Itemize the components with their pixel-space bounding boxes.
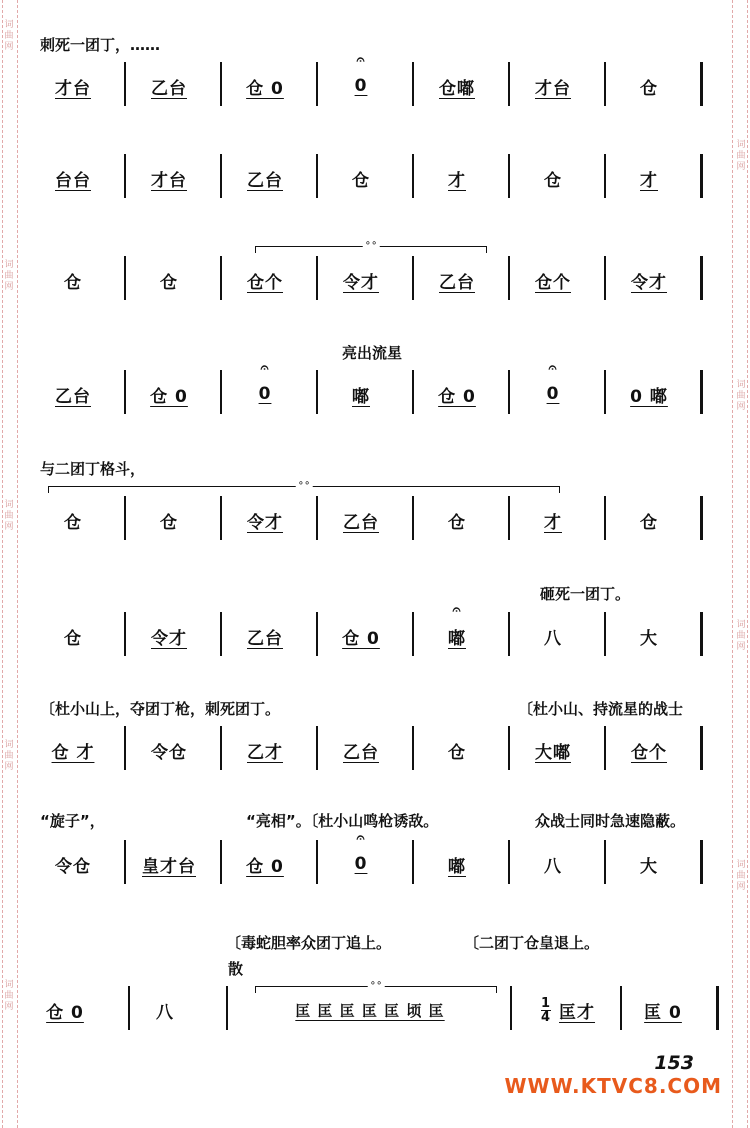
beat-text: 仓嘟	[439, 78, 475, 99]
stage-note: 砸死一团丁。	[540, 585, 631, 603]
fermata-mark: 𝄐	[356, 52, 366, 68]
fermata-mark: 𝄐	[452, 602, 462, 618]
beat-cell	[126, 500, 212, 540]
fermata-mark: 𝄐	[548, 360, 558, 376]
loop-mark: ∘∘	[297, 478, 311, 489]
beat-cell	[318, 374, 404, 414]
beat-cell	[606, 66, 692, 106]
beat-cell: 仓 0	[46, 1002, 84, 1023]
beat-text: 才台	[151, 170, 187, 191]
beat-cell	[222, 844, 308, 884]
beat-text: 大	[640, 628, 658, 649]
beat-text: 仓个	[247, 272, 283, 293]
beat-cell	[30, 500, 116, 540]
beat-text: 仓 0	[150, 386, 188, 407]
bar-line-end	[700, 612, 703, 656]
bar-line-end	[700, 726, 703, 770]
beat-text: 乙台	[151, 78, 187, 99]
beat-cell	[414, 730, 500, 770]
beat-text: 仓	[544, 170, 562, 191]
beat-cell	[606, 730, 692, 770]
beat-text: 匡才	[559, 1002, 596, 1023]
time-signature: $\frac{1}{4}$	[540, 995, 552, 1025]
beat-text: 令才	[343, 272, 379, 293]
stage-note: 刺死一团丁，……	[40, 36, 161, 54]
beat-cell	[30, 616, 116, 656]
watermark: 词曲网	[4, 260, 14, 292]
score-row	[30, 260, 730, 300]
scatter-beats: 匡 匡 匡 匡 匡 顷 匡	[295, 1001, 445, 1020]
tempo-mark: 散	[228, 960, 244, 978]
beat-text: 0	[258, 384, 272, 404]
watermark: 词曲网	[4, 980, 14, 1012]
beat-text: 乙台	[247, 170, 283, 191]
beat-text: 仓	[160, 512, 178, 533]
beat-text: 台台	[55, 170, 91, 191]
beat-text: 仓 0	[342, 628, 380, 649]
stage-note: 〔杜小山上，夺团丁枪，刺死团丁。	[40, 700, 281, 718]
beat-cell: 八	[156, 1002, 174, 1023]
beat-text: 嘟	[352, 386, 370, 407]
beat-text: 令仓	[55, 856, 91, 877]
slur-mark	[48, 478, 560, 493]
bar-line-end	[700, 370, 703, 414]
beat-cell	[30, 158, 116, 198]
beat-text: 八	[544, 856, 562, 877]
beat-cell	[30, 66, 116, 106]
beat-cell	[318, 52, 404, 106]
beat-cell	[126, 66, 212, 106]
stage-note: 〔毒蛇胆率众团丁追上。	[226, 934, 392, 952]
beat-text: 嘟	[448, 856, 466, 877]
beat-text: 仓	[640, 78, 658, 99]
beat-text: 令才	[247, 512, 283, 533]
beat-text: 乙台	[247, 628, 283, 649]
beat-text: 0	[354, 76, 368, 96]
beat-cell	[414, 844, 500, 884]
beat-text: 大	[640, 856, 658, 877]
beat-cell	[30, 260, 116, 300]
stage-note: “亮相”。〔杜小山鸣枪诱敌。	[246, 812, 439, 830]
beat-text: 大嘟	[535, 742, 571, 763]
score-row	[30, 52, 730, 106]
beat-text: 仓 0	[438, 386, 476, 407]
beat-cell	[126, 374, 212, 414]
bar-line-end	[700, 62, 703, 106]
beat-text: 0 嘟	[630, 386, 668, 407]
beat-text: 仓 才	[51, 742, 95, 763]
beat-cell	[510, 66, 596, 106]
beat-cell	[126, 730, 212, 770]
beat-text: 才	[640, 170, 658, 191]
watermark: 词曲网	[736, 380, 746, 412]
watermark: 词曲网	[4, 740, 14, 772]
beat-cell	[606, 844, 692, 884]
loop-mark: ∘∘	[364, 238, 378, 249]
stage-note: 亮出流星	[342, 344, 403, 362]
beat-text: 仓	[160, 272, 178, 293]
beat-cell	[414, 158, 500, 198]
beat-text: 乙台	[55, 386, 91, 407]
beat-text: 才台	[535, 78, 571, 99]
beat-text: 才	[544, 512, 562, 533]
loop-mark: ∘∘	[369, 978, 383, 989]
fermata-mark: 𝄐	[356, 830, 366, 846]
watermark: 词曲网	[736, 860, 746, 892]
beat-text: 嘟	[448, 628, 466, 649]
beat-text: 令才	[631, 272, 667, 293]
beat-cell	[414, 374, 500, 414]
stage-note: 与二团丁格斗，	[40, 460, 146, 478]
beat-text: 仓	[64, 512, 82, 533]
beat-text: 仓	[448, 512, 466, 533]
beat-text: 仓	[352, 170, 370, 191]
beat-text: 仓	[640, 512, 658, 533]
beat-cell	[222, 360, 308, 414]
beat-text: 乙才	[247, 742, 283, 763]
beat-text: 仓个	[631, 742, 667, 763]
beat-cell	[318, 500, 404, 540]
watermark: 词曲网	[4, 500, 14, 532]
stage-note: 〔二团丁仓皇退上。	[464, 934, 600, 952]
fermata-mark: 𝄐	[260, 360, 270, 376]
score-row	[30, 158, 730, 198]
beat-text: 仓	[448, 742, 466, 763]
beat-text: 才台	[55, 78, 91, 99]
watermark: 词曲网	[736, 140, 746, 172]
beat-cell	[414, 260, 500, 300]
slur-mark	[255, 238, 487, 253]
beat-text: 乙台	[343, 742, 379, 763]
beat-text: 仓 0	[246, 78, 284, 99]
beat-cell	[318, 830, 404, 884]
beat-cell	[510, 844, 596, 884]
beat-text: 乙台	[343, 512, 379, 533]
bar-line-end	[700, 496, 703, 540]
beat-cell	[510, 260, 596, 300]
beat-cell	[318, 158, 404, 198]
bar-line	[620, 986, 622, 1030]
beat-cell	[510, 616, 596, 656]
beat-cell	[30, 374, 116, 414]
page-number: 153	[654, 1052, 694, 1074]
beat-text: 仓个	[535, 272, 571, 293]
stage-note: “旋子”，	[40, 812, 105, 830]
beat-cell	[30, 730, 116, 770]
bar-line	[510, 986, 512, 1030]
beat-text: 仓	[64, 628, 82, 649]
score-row-last	[30, 990, 730, 1030]
left-watermark-strip	[2, 0, 18, 1128]
beat-cell	[606, 500, 692, 540]
beat-cell	[510, 158, 596, 198]
beat-text: 仓	[64, 272, 82, 293]
beat-cell	[318, 616, 404, 656]
beat-cell	[126, 844, 212, 884]
beat-text: 才	[448, 170, 466, 191]
beat-cell	[126, 158, 212, 198]
watermark: 词曲网	[4, 20, 14, 52]
beat-cell	[222, 260, 308, 300]
stage-note: 〔杜小山、持流星的战士	[518, 700, 684, 718]
bar-line-end	[700, 256, 703, 300]
beat-cell	[414, 66, 500, 106]
watermark: 词曲网	[736, 620, 746, 652]
site-watermark: WWW.KTVC8.COM	[504, 1074, 722, 1098]
beat-cell	[126, 616, 212, 656]
bar-line-end	[700, 154, 703, 198]
score-row	[30, 500, 730, 540]
beat-cell	[318, 730, 404, 770]
beat-cell	[414, 602, 500, 656]
bar-line-end	[700, 840, 703, 884]
beat-cell	[606, 374, 692, 414]
beat-cell	[510, 500, 596, 540]
beat-cell	[606, 158, 692, 198]
bar-line	[226, 986, 228, 1030]
beat-cell	[30, 844, 116, 884]
beat-cell	[318, 260, 404, 300]
beat-cell	[222, 616, 308, 656]
beat-text: 乙台	[439, 272, 475, 293]
beat-cell	[222, 500, 308, 540]
beat-cell	[222, 66, 308, 106]
beat-cell	[222, 730, 308, 770]
score-row	[30, 730, 730, 770]
beat-text: 0	[546, 384, 560, 404]
score-row	[30, 360, 730, 414]
beat-cell	[222, 158, 308, 198]
stage-note: 众战士同时急速隐蔽。	[535, 812, 686, 830]
beat-cell	[510, 360, 596, 414]
beat-cell	[414, 500, 500, 540]
beat-text: 仓 0	[246, 856, 284, 877]
beat-text: 令仓	[151, 742, 187, 763]
beat-cell	[518, 990, 618, 1030]
beat-text: 0	[354, 854, 368, 874]
bar-line-end	[716, 986, 719, 1030]
beat-cell	[606, 616, 692, 656]
beat-text: 皇才台	[142, 856, 196, 877]
beat-cell	[126, 260, 212, 300]
beat-text: 八	[544, 628, 562, 649]
beat-cell	[510, 730, 596, 770]
score-row	[30, 830, 730, 884]
beat-text: 令才	[151, 628, 187, 649]
score-row	[30, 602, 730, 656]
beat-cell: 匡 0	[644, 1002, 682, 1023]
beat-cell	[606, 260, 692, 300]
